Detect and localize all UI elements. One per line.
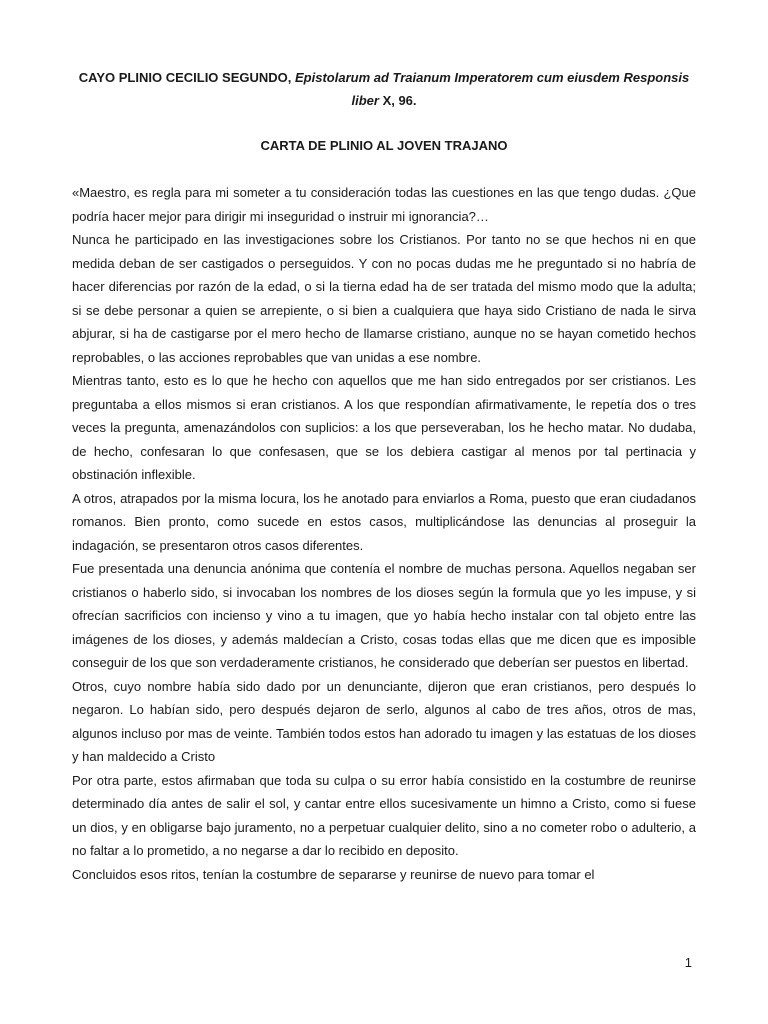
paragraph: Mientras tanto, esto es lo que he hecho con aquellos que me han sido entregados por ser cristianos. Les preguntaba a ellos mismos si eran cristianos. A los que respondían afirmativamente, le repetía dos o tres veces la pregunta, amenazándolos con suplicios: a los que perseveraban, los he hecho matar. No dudaba, de hecho, confesaran lo que confesasen, que se los debiera castigar al menos por tal pertinacia y obstinación inflexible. bbox=[72, 373, 696, 482]
page-number: 1 bbox=[684, 955, 692, 970]
paragraph: Concluidos esos ritos, tenían la costumbre de separarse y reunirse de nuevo para tomar el bbox=[72, 866, 595, 882]
document-heading bbox=[72, 66, 696, 112]
heading-author: CAYO PLINIO CECILIO SEGUNDO, bbox=[78, 70, 292, 85]
paragraph: Por otra parte, estos afirmaban que toda su culpa o su error había consistido en la costumbre de reunirse determinado día antes de salir el sol, y cantar entre ellos sucesivamente un himno a Cristo, como si fuese un dios, y en obligarse bajo juramento, no a perpetuar cualquier delito, sino a no cometer robo o adulterio, a no faltar a lo prometido, a no negarse a dar lo recibido en deposito. bbox=[72, 772, 696, 858]
heading-reference: X, 96. bbox=[382, 93, 417, 108]
letter-title: CARTA DE PLINIO AL JOVEN TRAJANO bbox=[260, 138, 508, 153]
paragraph: A otros, atrapados por la misma locura, los he anotado para enviarlos a Roma, puesto que eran ciudadanos romanos. Bien pronto, como sucede en estos casos, multiplicándose las denuncias al proseguir la indagación, se presentaron otros casos diferentes. bbox=[72, 490, 696, 553]
heading-work-title: Epistolarum ad Traianum Imperatorem cum eiusdem Responsis liber bbox=[295, 70, 690, 108]
paragraph: Nunca he participado en las investigaciones sobre los Cristianos. Por tanto no se que hechos ni en que medida deban de ser castigados o perseguidos. Y con no pocas dudas me he preguntado si no habría de hacer diferencias por razón de la edad, o si la tierna edad ha de ser tratada del mismo modo que la adulta; si se debe personar a quien se arrepiente, o si bien a cualquiera que haya sido Cristiano de nada le sirva abjurar, si ha de castigarse por el mero hecho de llamarse cristiano, aunque no se hayan cometido hechos reprobables, o las acciones reprobables que van unidas a ese nombre. bbox=[72, 232, 696, 365]
paragraph: «Maestro, es regla para mi someter a tu consideración todas las cuestiones en las que tengo dudas. ¿Que podría hacer mejor para dirigir mi inseguridad o instruir mi ignorancia?… bbox=[72, 185, 696, 224]
paragraph: Otros, cuyo nombre había sido dado por un denunciante, dijeron que eran cristianos, pero después lo negaron. Lo habían sido, pero después dejaron de serlo, algunos al cabo de tres años, otros de mas, algunos incluso por mas de veinte. También todos estos han adorado tu imagen y las estatuas de los dioses y han maldecido a Cristo bbox=[72, 678, 696, 764]
paragraph: Fue presentada una denuncia anónima que contenía el nombre de muchas persona. Aquellos negaban ser cristianos o haberlo sido, si invocaban los nombres de los dioses según la formula que yo les impuse, y si ofrecían sacrificios con incienso y vino a tu imagen, que yo había hecho instalar con tal objeto entre las imágenes de los dioses, y además maldecían a Cristo, cosas todas ellas que me dicen que es imposible conseguir de los que son verdaderamente cristianos, he considerado que deberían ser puestos en libertad. bbox=[72, 561, 696, 670]
letter-body bbox=[72, 181, 696, 886]
